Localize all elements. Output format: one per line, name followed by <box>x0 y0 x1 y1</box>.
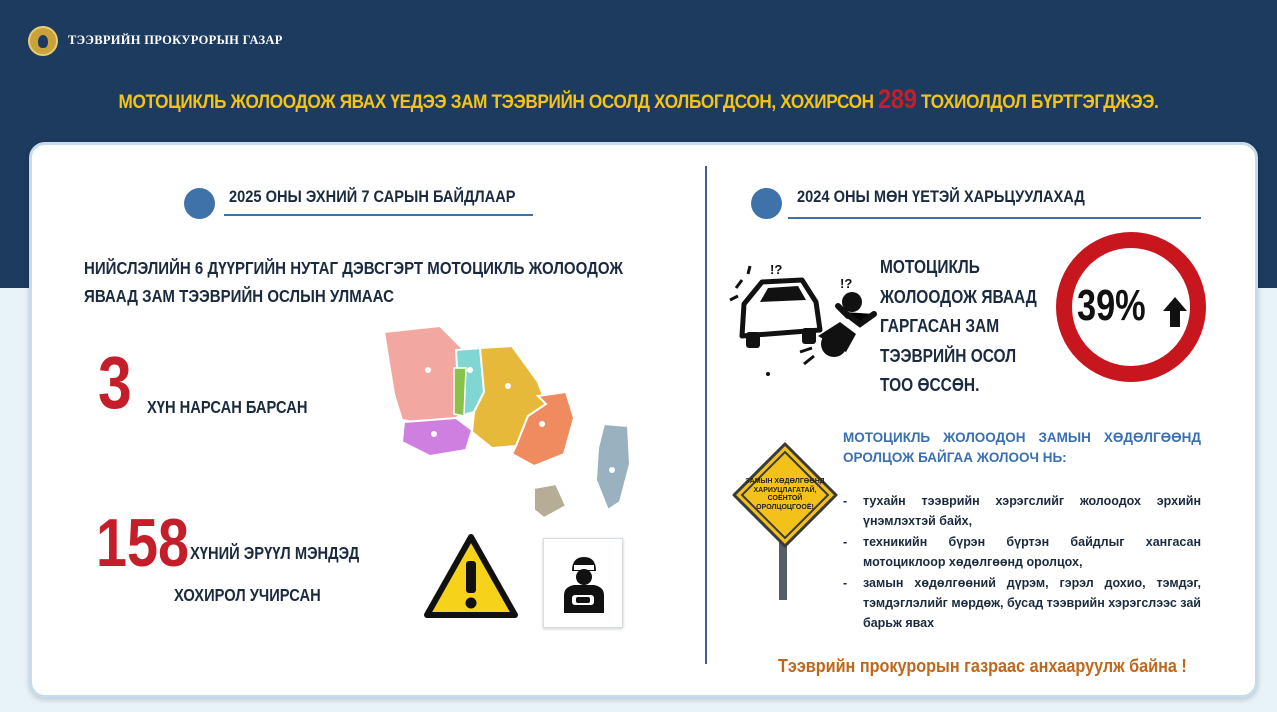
driver-requirements-list <box>843 491 1201 634</box>
increase-percent: 39% <box>1077 281 1146 330</box>
emblem-logo <box>28 26 58 56</box>
deaths-label: ХҮН НАРСАН БАРСАН <box>147 397 308 417</box>
injured-person-icon <box>558 553 610 615</box>
section-title-right: 2024 ОНЫ МӨН ҮЕТЭЙ ХАРЬЦУУЛАХАД <box>797 187 1085 206</box>
section-title-left: 2025 ОНЫ ЭХНИЙ 7 САРЫН БАЙДЛААР <box>229 187 516 206</box>
headline-text-start: МОТОЦИКЛЬ ЖОЛООДОЖ ЯВАХ ҮЕДЭЭ ЗАМ ТЭЭВРИЙН ОСОЛД ХОЛБОГДСОН, ХОХИРСОН <box>118 91 879 113</box>
section-dot-left <box>184 188 215 219</box>
driver-requirements-heading: МОТОЦИКЛЬ ЖОЛООДОН ЗАМЫН ХӨДӨЛГӨӨНД ОРОЛЦОЖ БАЙГАА ЖОЛООЧ НЬ: <box>843 430 1201 465</box>
headline <box>77 84 1201 115</box>
list-item <box>843 532 1201 572</box>
crash-exclaim-2: !? <box>840 276 853 291</box>
requirement-text: тухайн тээврийн хэрэгслийг жолоодох эрхийн үнэмлэхтэй байх, <box>863 494 1201 528</box>
intro-text: НИЙСЛЭЛИЙН 6 ДҮҮРГИЙН НУТАГ ДЭВСГЭРТ МОТОЦИКЛЬ ЖОЛООДОЖ ЯВААД ЗАМ ТЭЭВРИЙН ОСЛЫН УЛМААС <box>84 258 623 306</box>
injured-label-line2: ХОХИРОЛ УЧИРСАН <box>174 585 321 605</box>
section-underline-right <box>788 217 1201 219</box>
car-motorcycle-crash-icon <box>728 244 878 380</box>
list-bullet: - <box>843 576 848 590</box>
up-arrow-icon <box>1162 296 1188 328</box>
footer-warning: Тээврийн прокурорын газраас анхааруулж байна ! <box>778 656 1187 676</box>
crash-exclaim-1: !? <box>770 262 783 277</box>
map-district-baganuur <box>596 424 630 510</box>
map-district-sukhbaatar <box>454 368 466 416</box>
list-item <box>843 573 1201 633</box>
injured-number: 158 <box>96 505 190 581</box>
district-map <box>380 320 640 520</box>
warning-sign-icon <box>423 533 519 619</box>
section-dot-right <box>751 188 782 219</box>
injured-label-line1: ХҮНИЙ ЭРҮҮЛ МЭНДЭД <box>190 543 360 563</box>
list-item <box>843 491 1201 531</box>
map-district-bagakhangai <box>534 484 566 518</box>
map-district-khan-uul <box>402 418 472 456</box>
list-bullet: - <box>843 535 848 549</box>
increase-text: МОТОЦИКЛЬ ЖОЛООДОЖ ЯВААД ГАРГАСАН ЗАМ ТЭЭВРИЙН ОСОЛ ТОО ӨССӨН. <box>880 257 1037 395</box>
map-district-songinokhairkhan <box>384 326 462 426</box>
list-bullet: - <box>843 494 848 508</box>
injured-person-card <box>543 538 623 628</box>
headline-text-end: ТОХИОЛДОЛ БҮРТГЭГДЖЭЭ. <box>916 91 1159 113</box>
deaths-number: 3 <box>98 341 132 424</box>
headline-number: 289 <box>878 84 917 114</box>
sign-text: ЗАМЫН ХӨДӨЛГӨӨНД ХАРИУЦЛАГАТАЙ, СОЁНТОЙ ОРОЛЦОЦГООЁ! <box>745 478 825 511</box>
section-underline-left <box>224 214 533 216</box>
requirement-text: замын хөдөлгөөний дүрэм, гэрэл дохио, тэмдэг, тэмдэглэлийг мөрдөж, бусад тээврийн хэрэгслээс зай барьж явах <box>863 576 1201 630</box>
org-name: ТЭЭВРИЙН ПРОКУРОРЫН ГАЗАР <box>68 33 283 47</box>
requirement-text: техникийн бүрэн бүртэн байдлыг хангасан мотоциклоор хөдөлгөөнд оролцох, <box>863 535 1201 569</box>
column-divider <box>705 166 707 664</box>
